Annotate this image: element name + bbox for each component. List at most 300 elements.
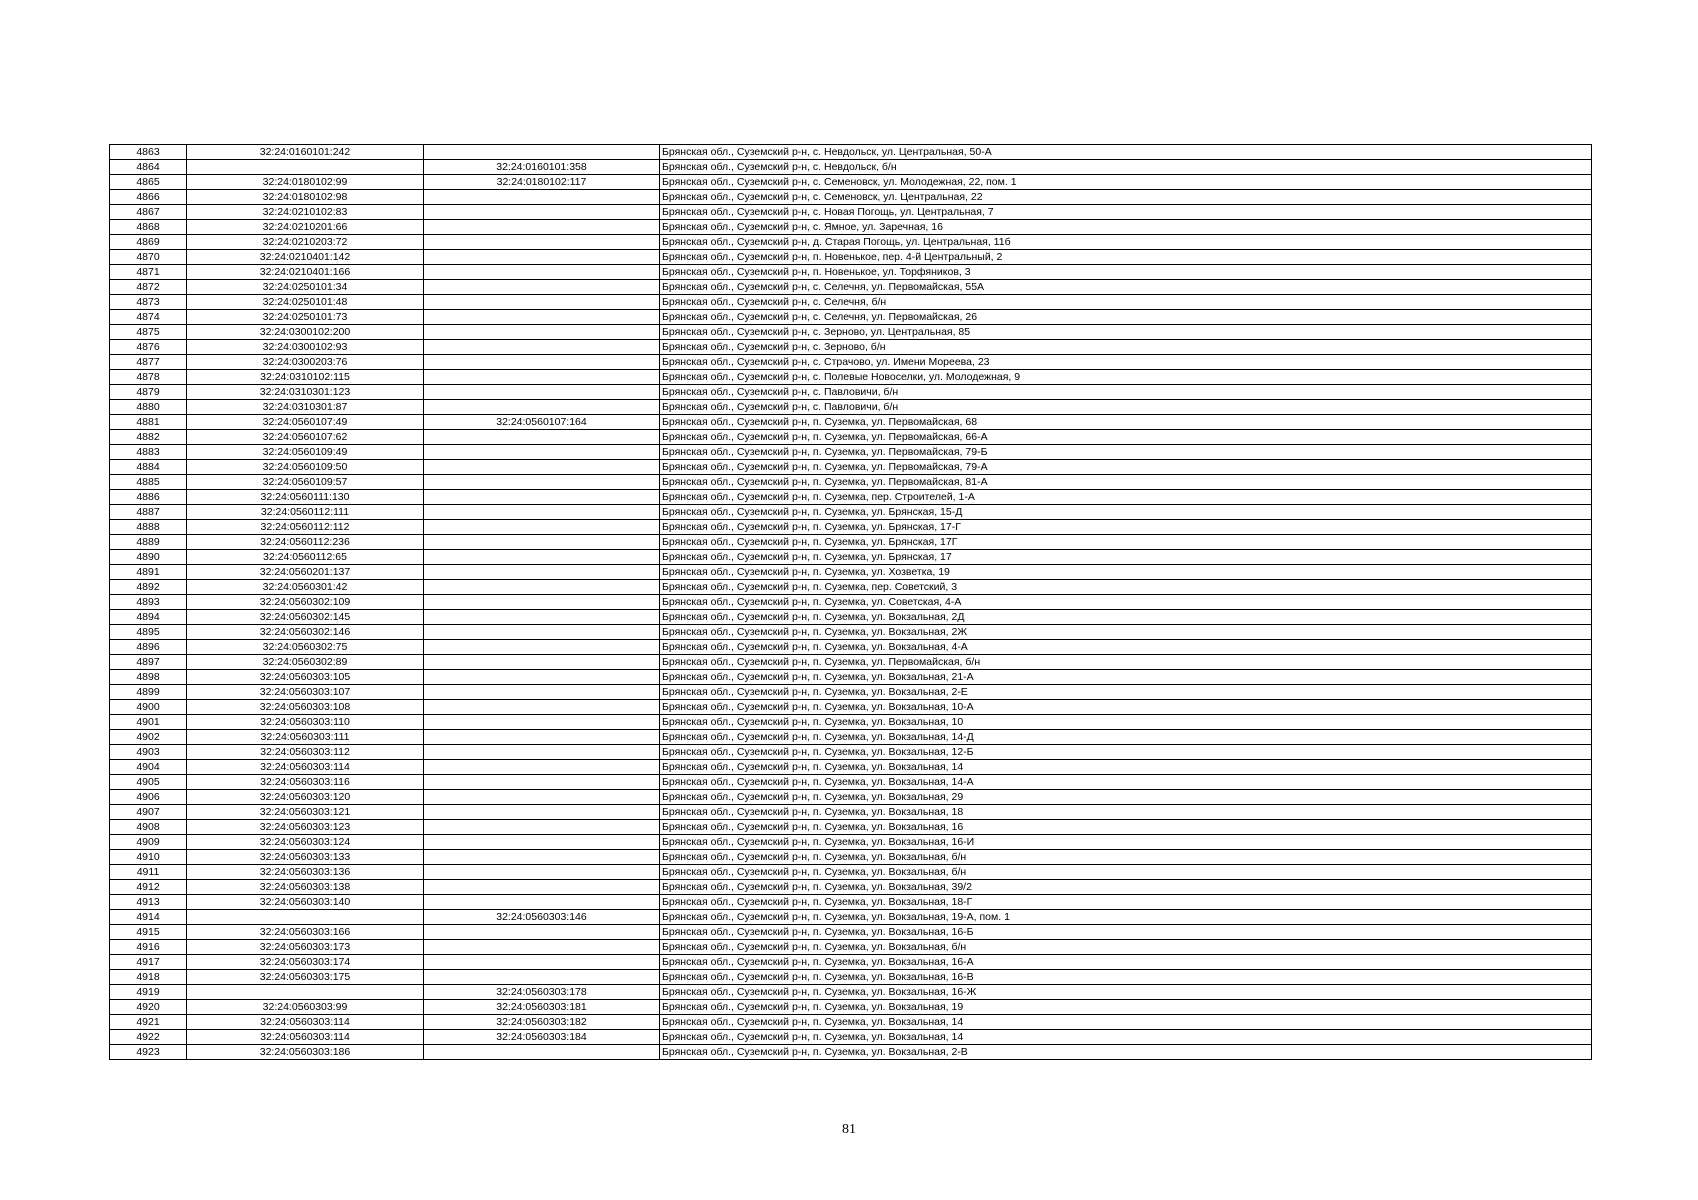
table-row [110, 1045, 1592, 1060]
table-row [110, 205, 1592, 220]
address-cell: Брянская обл., Суземский р-н, п. Суземка, ул. Вокзальная, 16-В [660, 970, 1592, 985]
row-number-cell: 4865 [110, 175, 187, 190]
land-cadastral-number-cell: 32:24:0560109:50 [187, 460, 424, 475]
land-cadastral-number-cell: 32:24:0560303:105 [187, 670, 424, 685]
row-number-cell: 4880 [110, 400, 187, 415]
row-number-cell: 4863 [110, 145, 187, 160]
building-cadastral-number-cell [424, 475, 660, 490]
building-cadastral-number-cell [424, 400, 660, 415]
row-number-cell: 4904 [110, 760, 187, 775]
address-cell: Брянская обл., Суземский р-н, п. Суземка, ул. Вокзальная, 16-Ж [660, 985, 1592, 1000]
row-number-cell: 4874 [110, 310, 187, 325]
address-cell: Брянская обл., Суземский р-н, с. Селечня, б/н [660, 295, 1592, 310]
address-cell: Брянская обл., Суземский р-н, п. Суземка, ул. Первомайская, 68 [660, 415, 1592, 430]
table-row [110, 235, 1592, 250]
land-cadastral-number-cell: 32:24:0560303:186 [187, 1045, 424, 1060]
building-cadastral-number-cell [424, 340, 660, 355]
table-row [110, 325, 1592, 340]
land-cadastral-number-cell: 32:24:0560303:114 [187, 1015, 424, 1030]
table-row [110, 310, 1592, 325]
land-cadastral-number-cell: 32:24:0250101:48 [187, 295, 424, 310]
table-row [110, 415, 1592, 430]
table-row [110, 745, 1592, 760]
table-row [110, 775, 1592, 790]
address-cell: Брянская обл., Суземский р-н, п. Суземка, ул. Вокзальная, 14 [660, 760, 1592, 775]
row-number-cell: 4917 [110, 955, 187, 970]
table-row [110, 280, 1592, 295]
building-cadastral-number-cell [424, 685, 660, 700]
building-cadastral-number-cell [424, 625, 660, 640]
table-row [110, 355, 1592, 370]
building-cadastral-number-cell [424, 1045, 660, 1060]
land-cadastral-number-cell: 32:24:0560303:133 [187, 850, 424, 865]
table-row [110, 340, 1592, 355]
building-cadastral-number-cell [424, 325, 660, 340]
table-row [110, 565, 1592, 580]
address-cell: Брянская обл., Суземский р-н, п. Суземка, ул. Вокзальная, 10-А [660, 700, 1592, 715]
row-number-cell: 4921 [110, 1015, 187, 1030]
address-cell: Брянская обл., Суземский р-н, п. Суземка, ул. Первомайская, 79-А [660, 460, 1592, 475]
row-number-cell: 4866 [110, 190, 187, 205]
row-number-cell: 4923 [110, 1045, 187, 1060]
land-cadastral-number-cell: 32:24:0180102:98 [187, 190, 424, 205]
row-number-cell: 4889 [110, 535, 187, 550]
building-cadastral-number-cell [424, 550, 660, 565]
row-number-cell: 4870 [110, 250, 187, 265]
row-number-cell: 4905 [110, 775, 187, 790]
building-cadastral-number-cell [424, 850, 660, 865]
row-number-cell: 4906 [110, 790, 187, 805]
table-row [110, 580, 1592, 595]
row-number-cell: 4882 [110, 430, 187, 445]
land-cadastral-number-cell: 32:24:0560303:108 [187, 700, 424, 715]
property-table [109, 144, 1592, 1060]
building-cadastral-number-cell [424, 790, 660, 805]
row-number-cell: 4911 [110, 865, 187, 880]
land-cadastral-number-cell: 32:24:0560112:65 [187, 550, 424, 565]
row-number-cell: 4877 [110, 355, 187, 370]
address-cell: Брянская обл., Суземский р-н, п. Суземка, ул. Вокзальная, 12-Б [660, 745, 1592, 760]
address-cell: Брянская обл., Суземский р-н, с. Селечня, ул. Первомайская, 26 [660, 310, 1592, 325]
building-cadastral-number-cell [424, 355, 660, 370]
address-cell: Брянская обл., Суземский р-н, п. Суземка, ул. Брянская, 17 [660, 550, 1592, 565]
land-cadastral-number-cell: 32:24:0560201:137 [187, 565, 424, 580]
building-cadastral-number-cell [424, 865, 660, 880]
building-cadastral-number-cell [424, 310, 660, 325]
row-number-cell: 4900 [110, 700, 187, 715]
table-row [110, 865, 1592, 880]
land-cadastral-number-cell: 32:24:0560301:42 [187, 580, 424, 595]
address-cell: Брянская обл., Суземский р-н, п. Суземка, ул. Брянская, 15-Д [660, 505, 1592, 520]
land-cadastral-number-cell: 32:24:0310102:115 [187, 370, 424, 385]
row-number-cell: 4922 [110, 1030, 187, 1045]
page-number: 81 [842, 1122, 856, 1137]
land-cadastral-number-cell: 32:24:0560303:116 [187, 775, 424, 790]
row-number-cell: 4884 [110, 460, 187, 475]
table-row [110, 445, 1592, 460]
table-row [110, 1030, 1592, 1045]
address-cell: Брянская обл., Суземский р-н, п. Суземка, ул. Вокзальная, 10 [660, 715, 1592, 730]
row-number-cell: 4893 [110, 595, 187, 610]
table-row [110, 790, 1592, 805]
table-row [110, 970, 1592, 985]
address-cell: Брянская обл., Суземский р-н, п. Суземка, ул. Вокзальная, 29 [660, 790, 1592, 805]
building-cadastral-number-cell [424, 490, 660, 505]
row-number-cell: 4914 [110, 910, 187, 925]
row-number-cell: 4915 [110, 925, 187, 940]
row-number-cell: 4873 [110, 295, 187, 310]
building-cadastral-number-cell [424, 760, 660, 775]
building-cadastral-number-cell [424, 250, 660, 265]
land-cadastral-number-cell: 32:24:0560303:111 [187, 730, 424, 745]
table-row [110, 190, 1592, 205]
land-cadastral-number-cell: 32:24:0300102:200 [187, 325, 424, 340]
row-number-cell: 4918 [110, 970, 187, 985]
table-row [110, 895, 1592, 910]
row-number-cell: 4869 [110, 235, 187, 250]
building-cadastral-number-cell [424, 640, 660, 655]
land-cadastral-number-cell [187, 910, 424, 925]
address-cell: Брянская обл., Суземский р-н, п. Суземка, ул. Первомайская, 66-А [660, 430, 1592, 445]
table-row [110, 400, 1592, 415]
row-number-cell: 4879 [110, 385, 187, 400]
land-cadastral-number-cell: 32:24:0560109:49 [187, 445, 424, 460]
address-cell: Брянская обл., Суземский р-н, п. Новенькое, пер. 4-й Центральный, 2 [660, 250, 1592, 265]
land-cadastral-number-cell: 32:24:0560303:110 [187, 715, 424, 730]
land-cadastral-number-cell: 32:24:0560303:173 [187, 940, 424, 955]
table-row [110, 265, 1592, 280]
address-cell: Брянская обл., Суземский р-н, п. Суземка, ул. Брянская, 17-Г [660, 520, 1592, 535]
table-row [110, 985, 1592, 1000]
row-number-cell: 4896 [110, 640, 187, 655]
building-cadastral-number-cell [424, 265, 660, 280]
row-number-cell: 4908 [110, 820, 187, 835]
building-cadastral-number-cell [424, 520, 660, 535]
address-cell: Брянская обл., Суземский р-н, п. Суземка, ул. Вокзальная, 21-А [660, 670, 1592, 685]
address-cell: Брянская обл., Суземский р-н, с. Страчово, ул. Имени Мореева, 23 [660, 355, 1592, 370]
address-cell: Брянская обл., Суземский р-н, п. Суземка, ул. Хозветка, 19 [660, 565, 1592, 580]
land-cadastral-number-cell [187, 985, 424, 1000]
address-cell: Брянская обл., Суземский р-н, п. Суземка, ул. Вокзальная, 2Д [660, 610, 1592, 625]
building-cadastral-number-cell [424, 700, 660, 715]
building-cadastral-number-cell [424, 535, 660, 550]
address-cell: Брянская обл., Суземский р-н, п. Суземка, ул. Брянская, 17Г [660, 535, 1592, 550]
row-number-cell: 4875 [110, 325, 187, 340]
address-cell: Брянская обл., Суземский р-н, с. Семеновск, ул. Центральная, 22 [660, 190, 1592, 205]
building-cadastral-number-cell [424, 925, 660, 940]
land-cadastral-number-cell: 32:24:0300102:93 [187, 340, 424, 355]
address-cell: Брянская обл., Суземский р-н, с. Новая Погощь, ул. Центральная, 7 [660, 205, 1592, 220]
table-row [110, 250, 1592, 265]
land-cadastral-number-cell: 32:24:0560303:121 [187, 805, 424, 820]
address-cell: Брянская обл., Суземский р-н, с. Зерново, ул. Центральная, 85 [660, 325, 1592, 340]
address-cell: Брянская обл., Суземский р-н, п. Суземка, ул. Вокзальная, б/н [660, 940, 1592, 955]
land-cadastral-number-cell: 32:24:0560109:57 [187, 475, 424, 490]
row-number-cell: 4912 [110, 880, 187, 895]
table-row [110, 625, 1592, 640]
address-cell: Брянская обл., Суземский р-н, п. Суземка, ул. Вокзальная, 2Ж [660, 625, 1592, 640]
land-cadastral-number-cell: 32:24:0560303:120 [187, 790, 424, 805]
row-number-cell: 4871 [110, 265, 187, 280]
table-row [110, 655, 1592, 670]
table-row [110, 550, 1592, 565]
address-cell: Брянская обл., Суземский р-н, п. Суземка, ул. Вокзальная, б/н [660, 865, 1592, 880]
row-number-cell: 4892 [110, 580, 187, 595]
building-cadastral-number-cell [424, 805, 660, 820]
land-cadastral-number-cell: 32:24:0560303:138 [187, 880, 424, 895]
table-row [110, 430, 1592, 445]
address-cell: Брянская обл., Суземский р-н, с. Невдольск, б/н [660, 160, 1592, 175]
land-cadastral-number-cell: 32:24:0310301:123 [187, 385, 424, 400]
row-number-cell: 4864 [110, 160, 187, 175]
building-cadastral-number-cell: 32:24:0560303:146 [424, 910, 660, 925]
address-cell: Брянская обл., Суземский р-н, п. Суземка, ул. Вокзальная, 16-Б [660, 925, 1592, 940]
land-cadastral-number-cell: 32:24:0560303:123 [187, 820, 424, 835]
address-cell: Брянская обл., Суземский р-н, с. Семеновск, ул. Молодежная, 22, пом. 1 [660, 175, 1592, 190]
land-cadastral-number-cell: 32:24:0560111:130 [187, 490, 424, 505]
address-cell: Брянская обл., Суземский р-н, п. Суземка, ул. Вокзальная, 14-Д [660, 730, 1592, 745]
land-cadastral-number-cell: 32:24:0560302:89 [187, 655, 424, 670]
address-cell: Брянская обл., Суземский р-н, п. Суземка, ул. Вокзальная, 2-Е [660, 685, 1592, 700]
row-number-cell: 4881 [110, 415, 187, 430]
address-cell: Брянская обл., Суземский р-н, п. Суземка, ул. Вокзальная, 16 [660, 820, 1592, 835]
address-cell: Брянская обл., Суземский р-н, п. Суземка, ул. Вокзальная, 14 [660, 1015, 1592, 1030]
building-cadastral-number-cell [424, 940, 660, 955]
building-cadastral-number-cell [424, 880, 660, 895]
table-row [110, 385, 1592, 400]
building-cadastral-number-cell: 32:24:0560107:164 [424, 415, 660, 430]
table-row [110, 1015, 1592, 1030]
land-cadastral-number-cell: 32:24:0560112:236 [187, 535, 424, 550]
address-cell: Брянская обл., Суземский р-н, п. Суземка, ул. Вокзальная, 16-А [660, 955, 1592, 970]
address-cell: Брянская обл., Суземский р-н, п. Суземка, пер. Строителей, 1-А [660, 490, 1592, 505]
address-cell: Брянская обл., Суземский р-н, с. Невдольск, ул. Центральная, 50-А [660, 145, 1592, 160]
land-cadastral-number-cell: 32:24:0560302:109 [187, 595, 424, 610]
land-cadastral-number-cell: 32:24:0560303:107 [187, 685, 424, 700]
land-cadastral-number-cell: 32:24:0310301:87 [187, 400, 424, 415]
building-cadastral-number-cell [424, 580, 660, 595]
building-cadastral-number-cell [424, 595, 660, 610]
address-cell: Брянская обл., Суземский р-н, п. Суземка, ул. Вокзальная, 18 [660, 805, 1592, 820]
table-row [110, 520, 1592, 535]
building-cadastral-number-cell [424, 460, 660, 475]
table-row [110, 370, 1592, 385]
building-cadastral-number-cell [424, 895, 660, 910]
building-cadastral-number-cell: 32:24:0560303:182 [424, 1015, 660, 1030]
building-cadastral-number-cell [424, 745, 660, 760]
land-cadastral-number-cell: 32:24:0560107:49 [187, 415, 424, 430]
table-row [110, 610, 1592, 625]
table-row [110, 595, 1592, 610]
land-cadastral-number-cell: 32:24:0560302:146 [187, 625, 424, 640]
table-row [110, 640, 1592, 655]
table-row [110, 850, 1592, 865]
table-row [110, 700, 1592, 715]
row-number-cell: 4909 [110, 835, 187, 850]
row-number-cell: 4910 [110, 850, 187, 865]
row-number-cell: 4898 [110, 670, 187, 685]
row-number-cell: 4901 [110, 715, 187, 730]
building-cadastral-number-cell [424, 820, 660, 835]
row-number-cell: 4897 [110, 655, 187, 670]
building-cadastral-number-cell: 32:24:0560303:181 [424, 1000, 660, 1015]
land-cadastral-number-cell: 32:24:0560303:175 [187, 970, 424, 985]
building-cadastral-number-cell [424, 190, 660, 205]
address-cell: Брянская обл., Суземский р-н, п. Суземка, ул. Вокзальная, б/н [660, 850, 1592, 865]
table-row [110, 505, 1592, 520]
table-row [110, 760, 1592, 775]
building-cadastral-number-cell [424, 370, 660, 385]
table-row [110, 715, 1592, 730]
building-cadastral-number-cell: 32:24:0180102:117 [424, 175, 660, 190]
row-number-cell: 4890 [110, 550, 187, 565]
address-cell: Брянская обл., Суземский р-н, п. Суземка, ул. Первомайская, 81-А [660, 475, 1592, 490]
building-cadastral-number-cell [424, 280, 660, 295]
table-row [110, 730, 1592, 745]
building-cadastral-number-cell [424, 220, 660, 235]
row-number-cell: 4903 [110, 745, 187, 760]
land-cadastral-number-cell: 32:24:0560112:111 [187, 505, 424, 520]
table-row [110, 820, 1592, 835]
building-cadastral-number-cell [424, 955, 660, 970]
land-cadastral-number-cell: 32:24:0560303:174 [187, 955, 424, 970]
table-row [110, 295, 1592, 310]
building-cadastral-number-cell [424, 670, 660, 685]
address-cell: Брянская обл., Суземский р-н, п. Суземка, ул. Вокзальная, 19-А, пом. 1 [660, 910, 1592, 925]
row-number-cell: 4902 [110, 730, 187, 745]
land-cadastral-number-cell: 32:24:0560303:112 [187, 745, 424, 760]
address-cell: Брянская обл., Суземский р-н, с. Ямное, ул. Заречная, 16 [660, 220, 1592, 235]
row-number-cell: 4867 [110, 205, 187, 220]
address-cell: Брянская обл., Суземский р-н, п. Суземка, ул. Первомайская, б/н [660, 655, 1592, 670]
address-cell: Брянская обл., Суземский р-н, п. Суземка, ул. Вокзальная, 14-А [660, 775, 1592, 790]
table-row [110, 220, 1592, 235]
table-row [110, 175, 1592, 190]
land-cadastral-number-cell: 32:24:0210401:142 [187, 250, 424, 265]
table-row [110, 805, 1592, 820]
address-cell: Брянская обл., Суземский р-н, д. Старая Погощь, ул. Центральная, 11б [660, 235, 1592, 250]
land-cadastral-number-cell: 32:24:0560303:99 [187, 1000, 424, 1015]
row-number-cell: 4913 [110, 895, 187, 910]
land-cadastral-number-cell: 32:24:0560302:75 [187, 640, 424, 655]
table-row [110, 835, 1592, 850]
building-cadastral-number-cell [424, 835, 660, 850]
land-cadastral-number-cell: 32:24:0560302:145 [187, 610, 424, 625]
address-cell: Брянская обл., Суземский р-н, п. Суземка, ул. Вокзальная, 18-Г [660, 895, 1592, 910]
land-cadastral-number-cell: 32:24:0210203:72 [187, 235, 424, 250]
building-cadastral-number-cell: 32:24:0560303:178 [424, 985, 660, 1000]
land-cadastral-number-cell: 32:24:0560303:136 [187, 865, 424, 880]
land-cadastral-number-cell: 32:24:0180102:99 [187, 175, 424, 190]
table-row [110, 880, 1592, 895]
row-number-cell: 4876 [110, 340, 187, 355]
land-cadastral-number-cell: 32:24:0300203:76 [187, 355, 424, 370]
row-number-cell: 4895 [110, 625, 187, 640]
row-number-cell: 4919 [110, 985, 187, 1000]
table-body [110, 145, 1592, 1060]
address-cell: Брянская обл., Суземский р-н, п. Суземка, ул. Вокзальная, 14 [660, 1030, 1592, 1045]
row-number-cell: 4888 [110, 520, 187, 535]
row-number-cell: 4868 [110, 220, 187, 235]
building-cadastral-number-cell [424, 445, 660, 460]
table-row [110, 925, 1592, 940]
table-row [110, 685, 1592, 700]
land-cadastral-number-cell: 32:24:0210401:166 [187, 265, 424, 280]
building-cadastral-number-cell [424, 205, 660, 220]
building-cadastral-number-cell [424, 730, 660, 745]
building-cadastral-number-cell [424, 295, 660, 310]
address-cell: Брянская обл., Суземский р-н, п. Суземка, ул. Вокзальная, 2-В [660, 1045, 1592, 1060]
row-number-cell: 4920 [110, 1000, 187, 1015]
land-cadastral-number-cell: 32:24:0250101:34 [187, 280, 424, 295]
row-number-cell: 4891 [110, 565, 187, 580]
building-cadastral-number-cell [424, 775, 660, 790]
building-cadastral-number-cell [424, 430, 660, 445]
building-cadastral-number-cell [424, 565, 660, 580]
address-cell: Брянская обл., Суземский р-н, п. Суземка, ул. Первомайская, 79-Б [660, 445, 1592, 460]
land-cadastral-number-cell: 32:24:0560303:166 [187, 925, 424, 940]
address-cell: Брянская обл., Суземский р-н, п. Суземка, ул. Вокзальная, 4-А [660, 640, 1592, 655]
land-cadastral-number-cell [187, 160, 424, 175]
table-row [110, 910, 1592, 925]
building-cadastral-number-cell: 32:24:0160101:358 [424, 160, 660, 175]
row-number-cell: 4887 [110, 505, 187, 520]
address-cell: Брянская обл., Суземский р-н, с. Полевые Новоселки, ул. Молодежная, 9 [660, 370, 1592, 385]
land-cadastral-number-cell: 32:24:0560303:140 [187, 895, 424, 910]
address-cell: Брянская обл., Суземский р-н, с. Зерново, б/н [660, 340, 1592, 355]
address-cell: Брянская обл., Суземский р-н, п. Суземка, ул. Вокзальная, 39/2 [660, 880, 1592, 895]
building-cadastral-number-cell [424, 655, 660, 670]
address-cell: Брянская обл., Суземский р-н, п. Суземка, пер. Советский, 3 [660, 580, 1592, 595]
row-number-cell: 4885 [110, 475, 187, 490]
address-cell: Брянская обл., Суземский р-н, п. Новенькое, ул. Торфяников, 3 [660, 265, 1592, 280]
table-row [110, 460, 1592, 475]
address-cell: Брянская обл., Суземский р-н, с. Павловичи, б/н [660, 385, 1592, 400]
land-cadastral-number-cell: 32:24:0210102:83 [187, 205, 424, 220]
row-number-cell: 4872 [110, 280, 187, 295]
row-number-cell: 4916 [110, 940, 187, 955]
address-cell: Брянская обл., Суземский р-н, п. Суземка, ул. Вокзальная, 16-И [660, 835, 1592, 850]
land-cadastral-number-cell: 32:24:0160101:242 [187, 145, 424, 160]
row-number-cell: 4883 [110, 445, 187, 460]
building-cadastral-number-cell: 32:24:0560303:184 [424, 1030, 660, 1045]
address-cell: Брянская обл., Суземский р-н, с. Селечня, ул. Первомайская, 55А [660, 280, 1592, 295]
row-number-cell: 4886 [110, 490, 187, 505]
building-cadastral-number-cell [424, 145, 660, 160]
table-row [110, 145, 1592, 160]
table-row [110, 535, 1592, 550]
table-row [110, 160, 1592, 175]
building-cadastral-number-cell [424, 385, 660, 400]
land-cadastral-number-cell: 32:24:0560303:114 [187, 1030, 424, 1045]
address-cell: Брянская обл., Суземский р-н, п. Суземка, ул. Вокзальная, 19 [660, 1000, 1592, 1015]
table-row [110, 1000, 1592, 1015]
land-cadastral-number-cell: 32:24:0250101:73 [187, 310, 424, 325]
land-cadastral-number-cell: 32:24:0560107:62 [187, 430, 424, 445]
building-cadastral-number-cell [424, 970, 660, 985]
building-cadastral-number-cell [424, 235, 660, 250]
row-number-cell: 4894 [110, 610, 187, 625]
table-row [110, 670, 1592, 685]
land-cadastral-number-cell: 32:24:0210201:66 [187, 220, 424, 235]
building-cadastral-number-cell [424, 715, 660, 730]
table-row [110, 955, 1592, 970]
land-cadastral-number-cell: 32:24:0560303:124 [187, 835, 424, 850]
table-row [110, 490, 1592, 505]
table-row [110, 475, 1592, 490]
row-number-cell: 4899 [110, 685, 187, 700]
building-cadastral-number-cell [424, 505, 660, 520]
